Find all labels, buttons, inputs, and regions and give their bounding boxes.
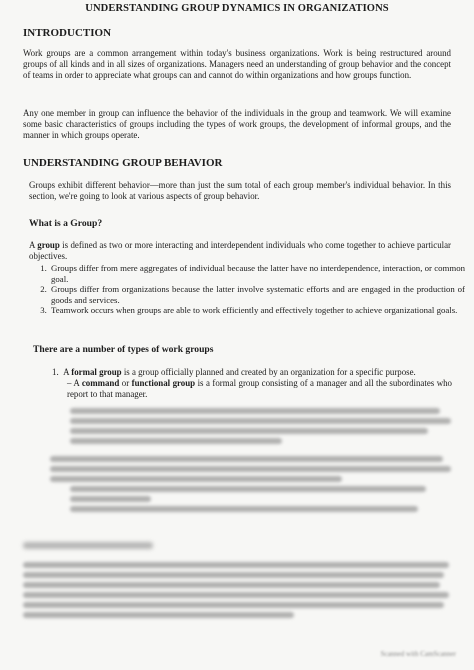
item-number: 1.	[52, 367, 64, 377]
types-heading: There are a number of types of work groups	[33, 344, 214, 355]
sub-term-functional: functional group	[131, 378, 196, 388]
blurred-final-paragraph	[23, 558, 453, 622]
understanding-heading: UNDERSTANDING GROUP BEHAVIOR	[23, 157, 223, 169]
sub-term-command: command	[81, 378, 120, 388]
item1-term: formal group	[71, 367, 122, 377]
definition-term: group	[37, 240, 60, 250]
scanner-watermark: Scanned with CamScanner	[380, 650, 456, 658]
command-group-subitem	[67, 378, 452, 400]
definition-prefix: A	[29, 240, 38, 250]
list-item: 2. Groups differ from organizations because the latter involve systematic efforts and are engaged in the production of goods and services.	[49, 284, 465, 305]
blurred-item-2	[50, 452, 455, 516]
understanding-paragraph: Groups exhibit different behavior—more than just the sum total of each group member's individual behavior. In this section, we're going to look at various aspects of group behavior.	[29, 180, 451, 202]
intro-paragraph-1: Work groups are a common arrangement within today's business organizations. Work is being restructured around groups of all kinds and in all sizes of organizations. Managers need an understanding of group behavior and the concept of teams in order to appreciate what groups can and cannot do within organizations and how groups function.	[23, 48, 451, 81]
formal-group-item	[52, 367, 452, 378]
group-points-list	[29, 263, 465, 316]
intro-paragraph-2: Any one member in group can influence the behavior of the individuals in the group and teamwork. We will examine some basic characteristics of groups including the types of work groups, the development of informal groups, and the manner in which groups operate.	[23, 108, 451, 141]
introduction-heading: INTRODUCTION	[23, 27, 112, 39]
blurred-subitems	[70, 404, 455, 448]
list-item: 3. Teamwork occurs when groups are able to work efficiently and effectively together to achieve organizational goals.	[49, 305, 465, 316]
sub-rest: is a formal group consisting of a manager and all the subordinates who report to that manager.	[67, 378, 452, 400]
definition-rest: is defined as two or more interacting and interdependent individuals who come together to achieve particular objectives.	[29, 240, 451, 262]
list-item: 1. Groups differ from mere aggregates of individual because the latter have no interdependence, interaction, or common goal.	[49, 263, 465, 284]
sub-or: or	[119, 378, 132, 388]
what-is-group-heading: What is a Group?	[29, 218, 103, 229]
sub-dash: – A	[67, 378, 82, 388]
document-title: UNDERSTANDING GROUP DYNAMICS IN ORGANIZATIONS	[85, 3, 389, 14]
group-definition	[29, 240, 451, 262]
blurred-subheading	[23, 538, 153, 553]
item1-prefix: A	[63, 367, 72, 377]
item1-rest: is a group officially planned and created by an organization for a specific purpose.	[121, 367, 416, 377]
